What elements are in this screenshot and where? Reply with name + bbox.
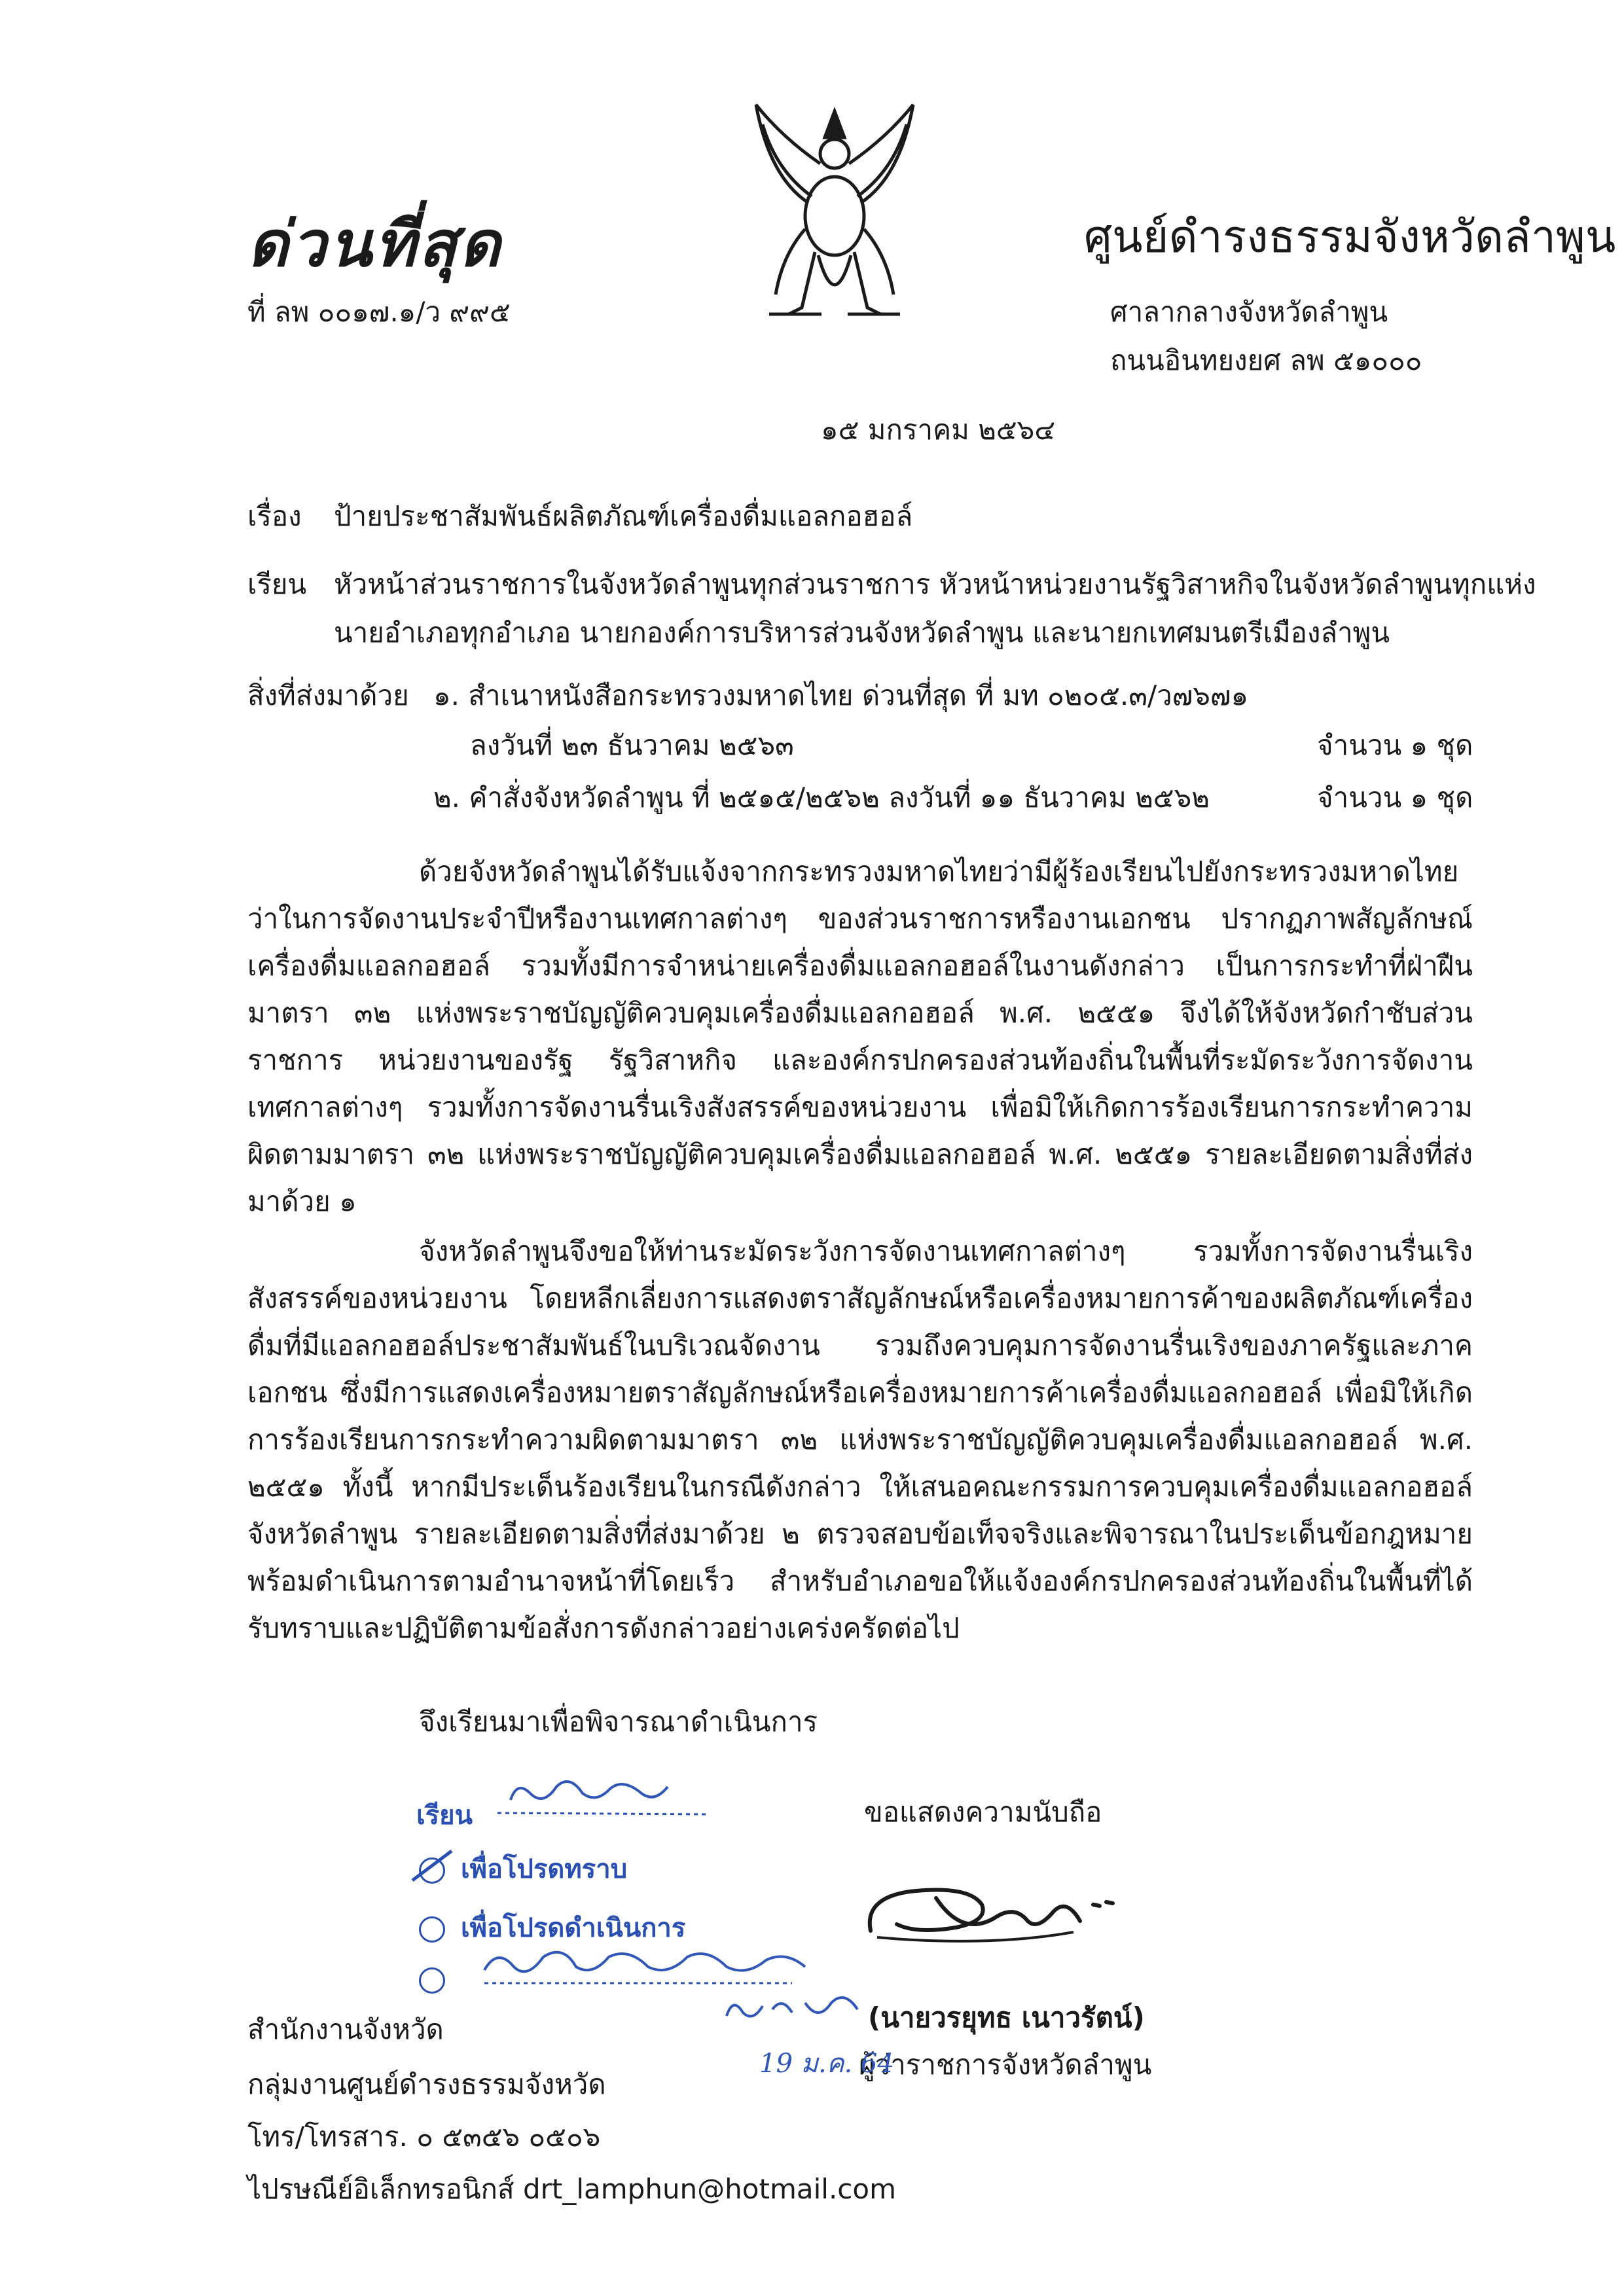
recipient-label: เรียน [247,568,307,600]
recipient-line2: นายอำเภอทุกอำเภอ นายกองค์การบริหารส่วนจังหวัดลำพูน และนายกเทศมนตรีเมืองลำพูน [334,617,1390,649]
enclosures-label: สิ่งที่ส่งมาด้วย [247,679,409,711]
closing-request: จึงเรียนมาเพื่อพิจารณาดำเนินการ [419,1706,818,1738]
document-date: ๑๕ มกราคม ๒๕๖๔ [821,414,1056,446]
stamp-handwritten-note [478,1937,818,1990]
subject-label: เรื่อง [247,500,302,532]
footer-phone: โทร/โทรสาร. ๐ ๕๓๕๖ ๐๕๐๖ [247,2121,601,2153]
document-number: ที่ ลพ ๐๐๑๗.๑/ว ๙๙๕ [247,296,511,328]
stamp-handwritten-initials [720,1983,877,2036]
office-name: ศูนย์ดำรงธรรมจังหวัดลำพูน [1084,211,1616,263]
stamp-to-label: เรียน [416,1801,473,1831]
option-3-circle-icon [419,1967,445,1994]
subject-text: ป้ายประชาสัมพันธ์ผลิตภัณฑ์เครื่องดื่มแอลกอฮอล์ [334,500,913,532]
stamp-option-2-label: เพื่อโปรดดำเนินการ [461,1913,686,1943]
handwritten-signature [857,1859,1132,1964]
option-2-circle-icon [419,1916,445,1943]
body-paragraph-2: จังหวัดลำพูนจึงขอให้ท่านระมัดระวังการจัดงานเทศกาลต่างๆ รวมทั้งการจัดงานรื่นเริงสังสรรค์ของหน่วยงาน โดยหลีกเลี่ยงการแสดงตราสัญลักษณ์หรือเครื่องหมายการค้าของผลิตภัณฑ์เครื่องดื่มที่มีแอลกอฮอล์ประชาสัมพันธ์ในบริเวณจัดงาน รวมถึงควบคุมการจัดงานรื่นเริงของภาครัฐและภาคเอกชน ซึ่งมีการแสดงเครื่องหมายตราสัญลักษณ์หรือเครื่องหมายการค้าเครื่องดื่มแอลกอฮอล์ เพื่อมิให้เกิดการร้องเรียนการกระทำความผิดตามมาตรา ๓๒ แห่งพระราชบัญญัติควบคุมเครื่องดื่มแอลกอฮอล์ พ.ศ. ๒๕๕๑ ทั้งนี้ หากมีประเด็นร้องเรียนในกรณีดังกล่าว ให้เสนอคณะกรรมการควบคุมเครื่องดื่มแอลกอฮอล์จังหวัดลำพูน รายละเอียดตามสิ่งที่ส่งมาด้วย ๒ ตรวจสอบข้อเท็จจริงและพิจารณาในประเด็นข้อกฎหมายพร้อมดำเนินการตามอำนาจหน้าที่โดยเร็ว สำหรับอำเภอขอให้แจ้งองค์กรปกครองส่วนท้องถิ่นในพื้นที่ได้รับทราบและปฏิบัติตามข้อสั่งการดังกล่าวอย่างเคร่งครัดต่อไป [247,1235,1473,1644]
check-mark-icon [406,1844,465,1890]
recipient-line1: หัวหน้าส่วนราชการในจังหวัดลำพูนทุกส่วนราชการ หัวหน้าหน่วยงานรัฐวิสาหกิจในจังหวัดลำพูนทุกแห่ง [334,568,1536,600]
enclosure-1-line1: ๑. สำเนาหนังสือกระทรวงมหาดไทย ด่วนที่สุด ที่ มท ๐๒๐๕.๓/ว๗๖๗๑ [433,679,1249,711]
enclosure-2-line1: ๒. คำสั่งจังหวัดลำพูน ที่ ๒๕๑๕/๒๕๖๒ ลงวันที่ ๑๑ ธันวาคม ๒๕๖๒ [433,781,1210,814]
stamp-option-1-label: เพื่อโปรดทราบ [461,1854,628,1884]
enclosure-1-quantity: จำนวน ๑ ชุด [1317,729,1473,761]
stamp-option-3 [419,1962,461,1996]
enclosure-2-quantity: จำนวน ๑ ชุด [1317,781,1473,814]
stamp-handwritten-date: 19 ม.ค. 64 [759,2049,894,2079]
enclosure-1-line2: ลงวันที่ ๒๓ ธันวาคม ๒๕๖๓ [470,729,794,761]
footer-department: สำนักงานจังหวัด [247,2013,444,2045]
footer-email: ไปรษณีย์อิเล็กทรอนิกส์ drt_lamphun@hotmail.com [247,2173,896,2205]
office-address-line2: ถนนอินทยงยศ ลพ ๕๑๐๐๐ [1110,344,1422,376]
body-paragraph-1: ด้วยจังหวัดลำพูนได้รับแจ้งจากกระทรวงมหาดไทยว่ามีผู้ร้องเรียนไปยังกระทรวงมหาดไทยว่าในการจัดงานประจำปีหรืองานเทศกาลต่างๆ ของส่วนราชการหรืองานเอกชน ปรากฏภาพสัญลักษณ์เครื่องดื่มแอลกอฮอล์ รวมทั้งมีการจำหน่ายเครื่องดื่มแอลกอฮอล์ในงานดังกล่าว เป็นการกระทำที่ฝ่าฝืนมาตรา ๓๒ แห่งพระราชบัญญัติควบคุมเครื่องดื่มแอลกอฮอล์ พ.ศ. ๒๕๕๑ จึงได้ให้จังหวัดกำชับส่วนราชการ หน่วยงานของรัฐ รัฐวิสาหกิจ และองค์กรปกครองส่วนท้องถิ่นในพื้นที่ระมัดระวังการจัดงานเทศกาลต่างๆ รวมทั้งการจัดงานรื่นเริงสังสรรค์ของหน่วยงาน เพื่อมิให้เกิดการร้องเรียนการกระทำความผิดตามมาตรา ๓๒ แห่งพระราชบัญญัติควบคุมเครื่องดื่มแอลกอฮอล์ พ.ศ. ๒๕๕๑ รายละเอียดตามสิ่งที่ส่งมาด้วย ๑ [247,855,1473,1217]
office-address-line1: ศาลากลางจังหวัดลำพูน [1110,296,1388,328]
stamp-handwritten-recipient [491,1767,713,1826]
closing-salutation: ขอแสดงความนับถือ [864,1796,1102,1828]
footer-group: กลุ่มงานศูนย์ดำรงธรรมจังหวัด [247,2068,606,2100]
signatory-position: ผู้ว่าราชการจังหวัดลำพูน [859,2049,1152,2081]
urgency-label: ด่วนที่สุด [247,207,503,281]
signatory-name: (นายวรยุทธ เนาวรัตน์) [868,2001,1145,2034]
garuda-emblem-icon [743,98,926,334]
